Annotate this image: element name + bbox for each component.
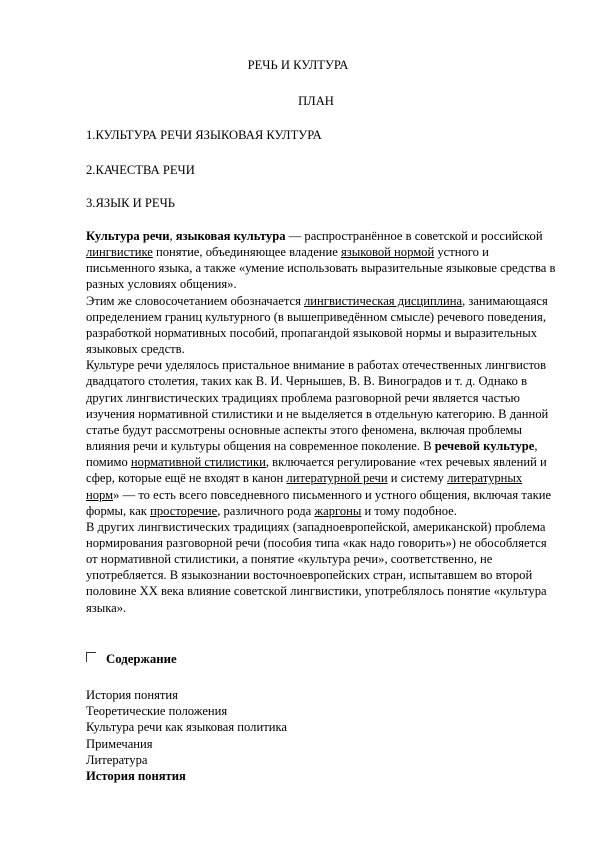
link-normative-stylistics[interactable]: нормативной стилистики — [130, 455, 266, 470]
link-lingvistika[interactable]: лингвистике — [86, 245, 153, 260]
section-heading: История понятия — [86, 769, 186, 784]
plan-item-2: 2.КАЧЕСТВА РЕЧИ — [86, 163, 195, 177]
link-language-norm[interactable]: языковой нормой — [341, 245, 435, 260]
link-linguistic-discipline[interactable]: лингвистическая дисциплина — [304, 293, 463, 308]
toc-header[interactable] — [86, 652, 177, 667]
paragraph-history: Культуре речи уделялось пристальное внимание в работах отечественных лингвистов двадцатого столетия, таких как В. И. Чернышев, В. В. Виноградов и т. д. Однако в других лингвистических традициях проблема разговорной речи является частью изучения нормативной стилистики и не выделяется в отдельную категорию. В данной статье будут рассмотрены основные аспекты этого феномена, включая проблемы влияния речи и культуры общения на современное поколение. В речевой культуре, помимо нормативной стилистики, включается регулирование «тех речевых явлений и сфер, которые ещё не входят в канон литературной речи и систему литературных норм» — то есть всего повседневного письменного и устного общения, включая такие формы, как просторечие, различного рода жаргоны и тому подобное. — [86, 358, 552, 518]
article-body — [86, 228, 556, 616]
plan-heading: ПЛАН — [298, 94, 334, 108]
plan-item-1: 1.КУЛЬТУРА РЕЧИ ЯЗЫКОВАЯ КУЛТУРА — [86, 128, 322, 142]
paragraph-definition: Культура речи, языковая культура — распространённое в советской и российской лингвистике понятие, объединяющее владение языковой нормой устного и письменного языка, а также «умение использовать выразительные языковые средства в разных условиях общения». — [86, 229, 556, 292]
toc-item[interactable]: История понятия — [86, 688, 178, 702]
paragraph-discipline: Этим же словосочетанием обозначается лингвистическая дисциплина, занимающаяся определением границ культурного (в вышеприведённом смысле) речевого поведения, разработкой нормативных пособий, пропагандой языковой нормы и выразительных языковых средств. — [86, 293, 548, 357]
plan-item-3: 3.ЯЗЫК И РЕЧЬ — [86, 196, 176, 210]
toc-toggle-icon[interactable] — [86, 652, 98, 664]
link-literary-speech[interactable]: литературной речи — [286, 471, 388, 486]
term-speech-culture: речевой культуре — [434, 439, 535, 454]
toc-item[interactable]: Теоретические положения — [86, 704, 228, 719]
toc-item[interactable]: Культура речи как языковая политика — [86, 720, 287, 735]
link-literary-norms[interactable]: литературных норм — [86, 471, 523, 502]
link-prostorechie[interactable]: просторечие — [150, 503, 218, 518]
document-title: РЕЧЬ И КУЛТУРА — [247, 58, 349, 72]
term-language-culture: языковая культура — [175, 229, 286, 243]
link-jargons[interactable]: жаргоны — [314, 503, 362, 518]
paragraph-other-traditions: В других лингвистических традициях (западноевропейской, американской) проблема нормирования разговорной речи (пособия типа «как надо говорить») не обособляется от нормативной стилистики, а понятие «культура речи», соответственно, не употребляется. В языкознании восточноевропейских стран, испытавшем во второй половине XX века влияние советской лингвистики, употреблялось понятие «культура языка». — [86, 519, 547, 615]
term-culture-of-speech: Культура речи — [86, 229, 170, 243]
toc-item[interactable]: Примечания — [86, 736, 153, 751]
toc-list — [86, 687, 287, 784]
toc-item[interactable]: Литература — [86, 752, 148, 767]
toc-title: Содержание — [106, 652, 177, 666]
